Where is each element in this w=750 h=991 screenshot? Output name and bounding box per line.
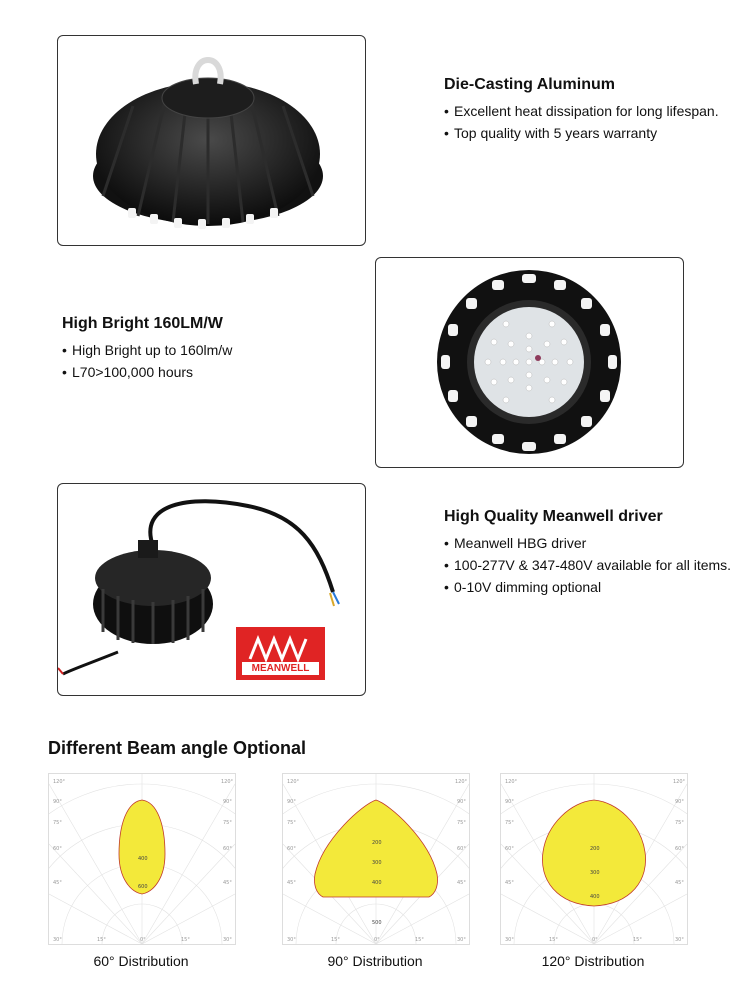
tick-label: 60° xyxy=(223,846,232,852)
tick-label: 90° xyxy=(505,799,514,805)
tick-label: 30° xyxy=(53,937,62,943)
value-label: 300 xyxy=(372,860,382,866)
tick-label: 45° xyxy=(223,880,232,886)
tick-label: 90° xyxy=(457,799,466,805)
value-label: 400 xyxy=(590,894,600,900)
tick-label: 120° xyxy=(455,779,468,785)
beam-caption-90: 90° Distribution xyxy=(327,953,423,969)
feature-bullet: • Excellent heat dissipation for long lifespan. xyxy=(444,100,734,122)
tick-label: 75° xyxy=(223,820,232,826)
product-image-frame-driver xyxy=(57,483,366,696)
tick-label: 60° xyxy=(287,846,296,852)
tick-label: 90° xyxy=(287,799,296,805)
feature-title: High Quality Meanwell driver xyxy=(444,508,663,525)
mw-mark-icon xyxy=(236,631,325,665)
tick-label: 15° xyxy=(331,937,340,943)
tick-label: 30° xyxy=(505,937,514,943)
tick-label: 0° xyxy=(140,937,146,943)
tick-label: 15° xyxy=(181,937,190,943)
beam-caption-120: 120° Distribution xyxy=(541,953,645,969)
tick-label: 90° xyxy=(675,799,684,805)
feature-title: Die-Casting Aluminum xyxy=(444,76,615,93)
tick-label: 15° xyxy=(549,937,558,943)
tick-label: 75° xyxy=(505,820,514,826)
tick-label: 15° xyxy=(97,937,106,943)
tick-label: 60° xyxy=(53,846,62,852)
tick-label: 0° xyxy=(592,937,598,943)
beam-shape xyxy=(119,800,165,894)
tick-label: 120° xyxy=(221,779,234,785)
value-label: 200 xyxy=(372,840,382,846)
tick-label: 75° xyxy=(457,820,466,826)
tick-label: 75° xyxy=(287,820,296,826)
value-label: 600 xyxy=(138,884,148,890)
tick-label: 90° xyxy=(223,799,232,805)
value-label: 500 xyxy=(372,920,382,926)
tick-label: 30° xyxy=(675,937,684,943)
tick-label: 30° xyxy=(457,937,466,943)
tick-label: 120° xyxy=(673,779,686,785)
feature-meanwell-driver xyxy=(444,508,734,598)
tick-label: 15° xyxy=(415,937,424,943)
led-face-image xyxy=(376,258,683,467)
tick-label: 75° xyxy=(675,820,684,826)
tick-label: 60° xyxy=(675,846,684,852)
beam-diagram-120 xyxy=(500,773,688,945)
feature-title: High Bright 160LM/W xyxy=(62,315,223,332)
tick-label: 45° xyxy=(287,880,296,886)
beam-diagram-90 xyxy=(282,773,470,945)
tick-label: 45° xyxy=(53,880,62,886)
tick-label: 45° xyxy=(675,880,684,886)
tick-label: 15° xyxy=(633,937,642,943)
tick-label: 45° xyxy=(457,880,466,886)
meanwell-logo xyxy=(234,625,327,682)
tick-label: 45° xyxy=(505,880,514,886)
feature-bullet: • 100-277V & 347-480V available for all items. xyxy=(444,554,734,576)
feature-bullet: • Meanwell HBG driver xyxy=(444,532,734,554)
value-label: 400 xyxy=(372,880,382,886)
tick-label: 120° xyxy=(505,779,518,785)
tick-label: 30° xyxy=(223,937,232,943)
feature-bullet: • 0-10V dimming optional xyxy=(444,576,734,598)
meanwell-brand-text: MEANWELL xyxy=(242,662,319,675)
tick-label: 60° xyxy=(457,846,466,852)
beam-caption-60: 60° Distribution xyxy=(93,953,189,969)
value-label: 400 xyxy=(138,856,148,862)
value-label: 200 xyxy=(590,846,600,852)
product-image-frame-housing xyxy=(57,35,366,246)
tick-label: 90° xyxy=(53,799,62,805)
feature-bullet: • High Bright up to 160lm/w xyxy=(62,339,352,361)
tick-label: 30° xyxy=(287,937,296,943)
tick-label: 60° xyxy=(505,846,514,852)
tick-label: 75° xyxy=(53,820,62,826)
housing-image xyxy=(58,36,365,245)
beam-shape xyxy=(542,800,645,906)
tick-label: 120° xyxy=(287,779,300,785)
tick-label: 120° xyxy=(53,779,66,785)
feature-die-casting xyxy=(444,76,734,144)
tick-label: 0° xyxy=(374,937,380,943)
product-image-frame-led-face xyxy=(375,257,684,468)
feature-bullet: • L70>100,000 hours xyxy=(62,361,352,383)
feature-bullet: • Top quality with 5 years warranty xyxy=(444,122,734,144)
feature-high-bright xyxy=(62,315,352,383)
value-label: 300 xyxy=(590,870,600,876)
beam-section-title: Different Beam angle Optional xyxy=(48,738,307,758)
beam-diagram-60 xyxy=(48,773,236,945)
